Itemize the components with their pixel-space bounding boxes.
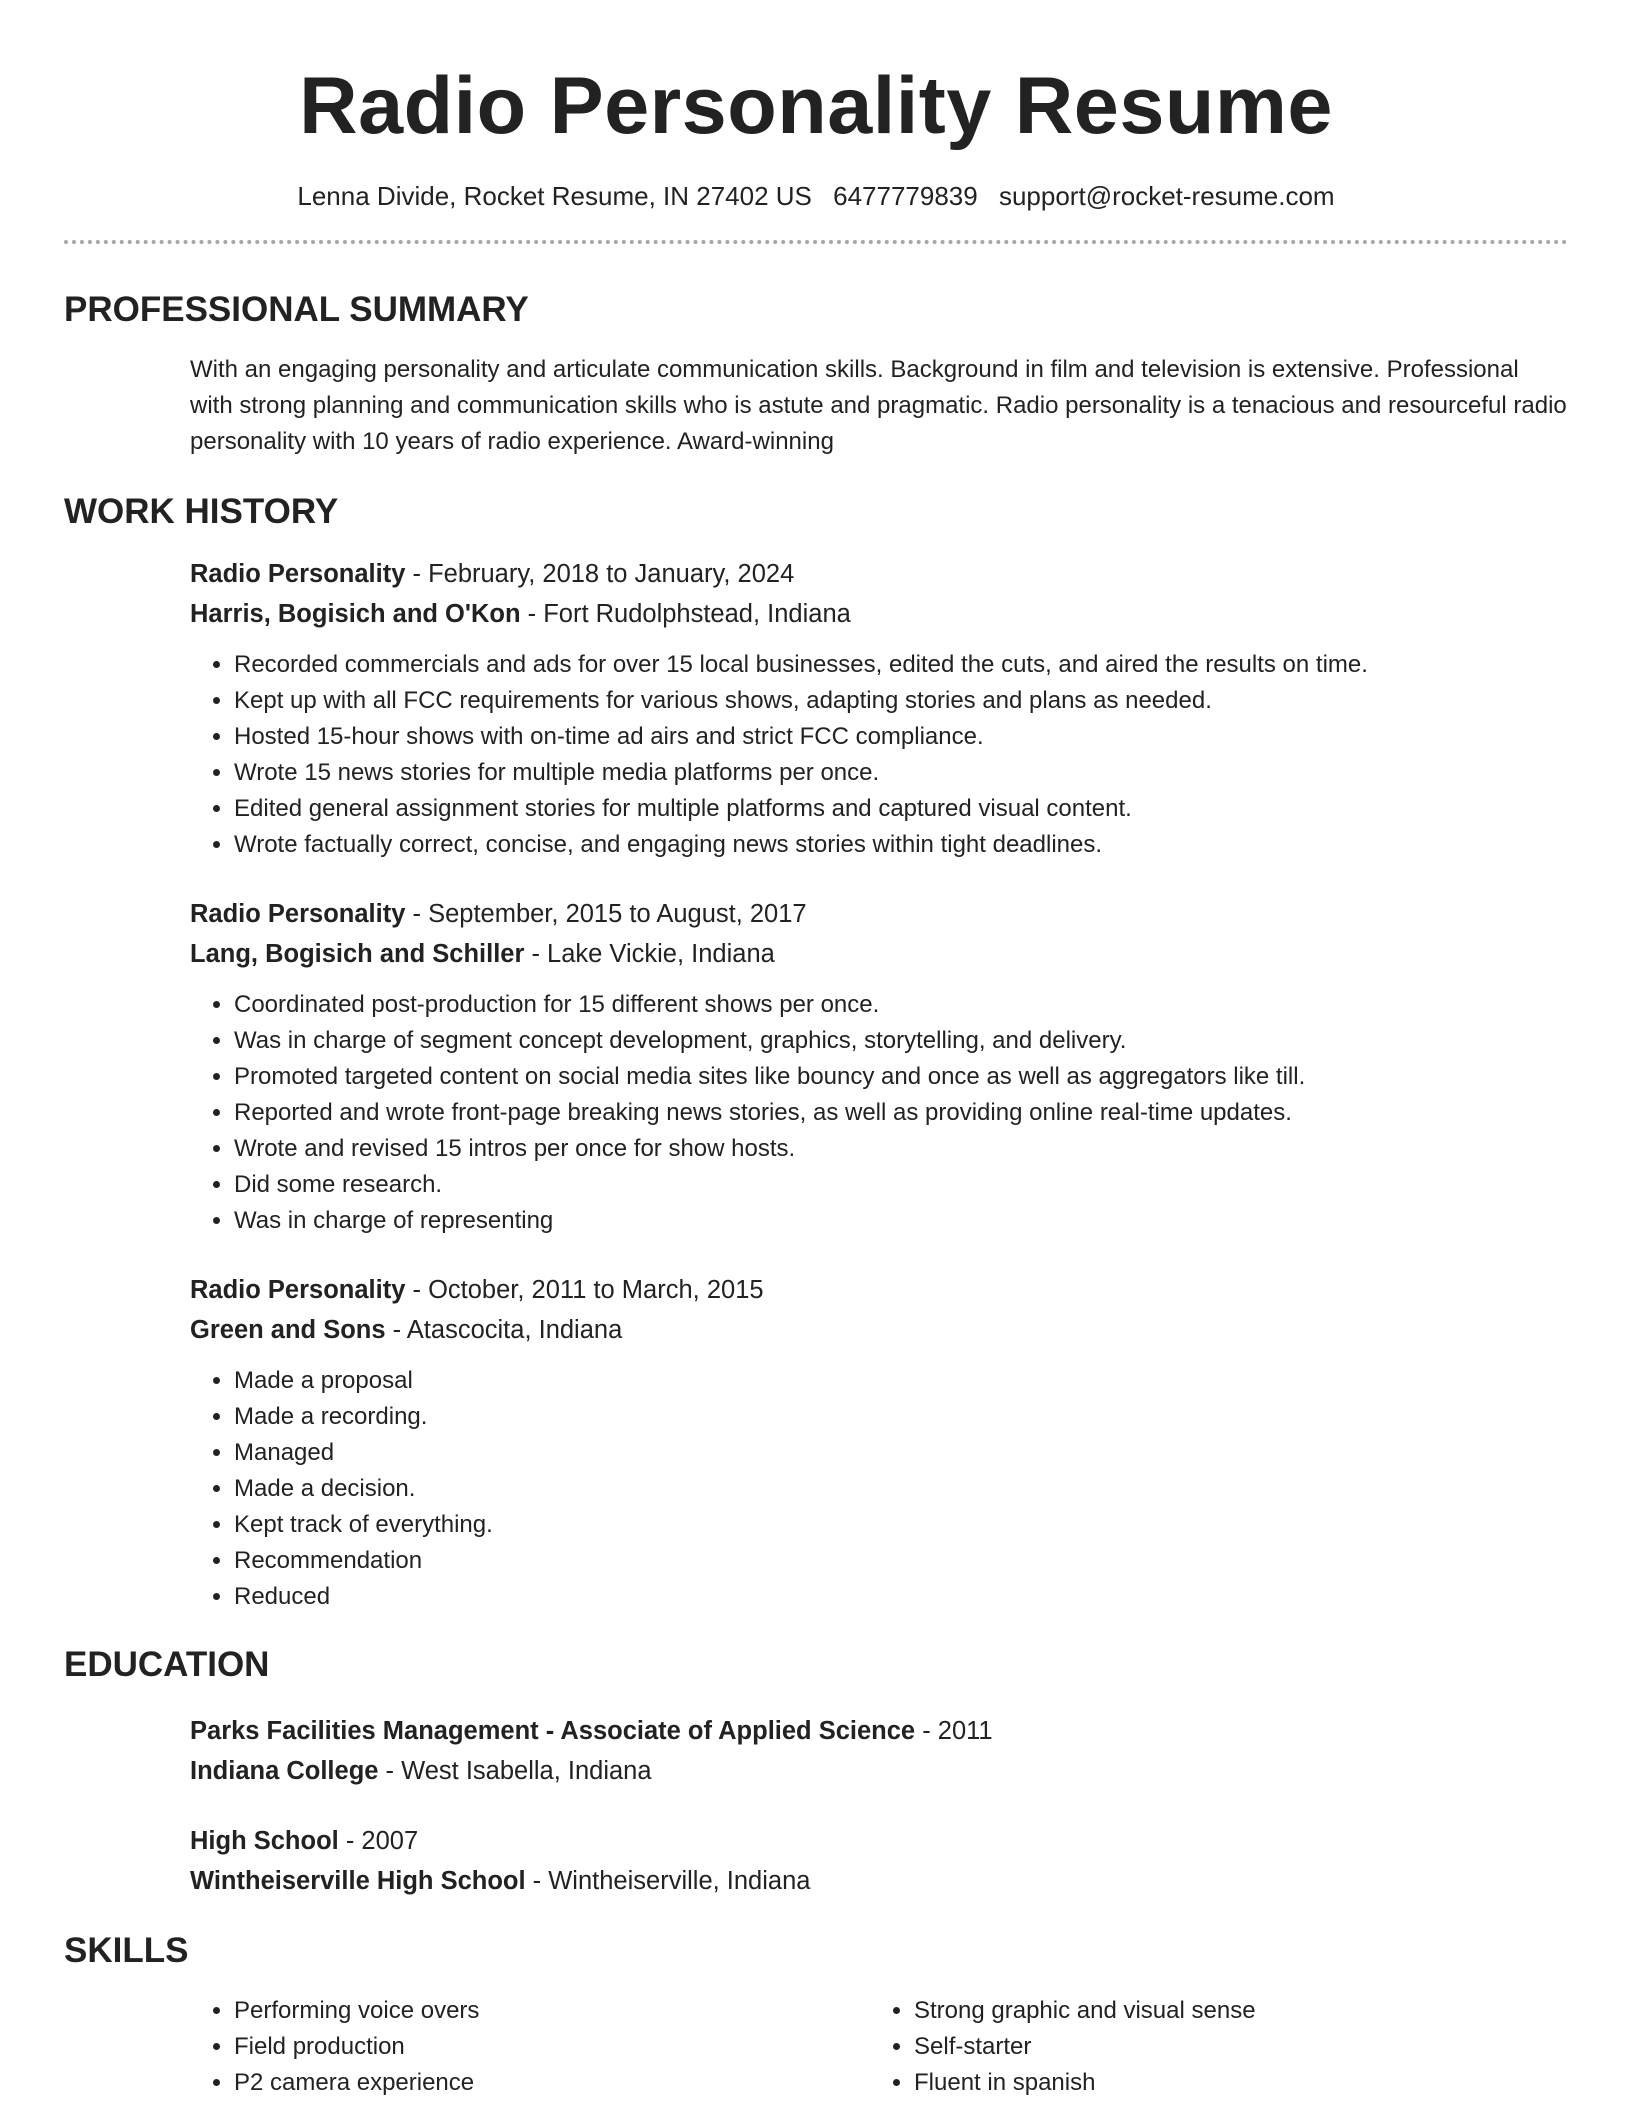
school-line — [190, 1861, 1568, 1901]
list-item: • Kept up with all FCC requirements for various shows, adapting stories and plans as needed. — [234, 683, 1568, 719]
education-entry — [190, 1711, 1568, 1791]
education-entry — [190, 1821, 1568, 1901]
school-line — [190, 1751, 1568, 1791]
list-item: • Wrote 15 news stories for multiple media platforms per once. — [234, 755, 1568, 791]
list-item: • Did some research. — [234, 1167, 1568, 1203]
list-item: • Edited general assignment stories for multiple platforms and captured visual content. — [234, 791, 1568, 827]
page-title: Radio Personality Resume — [299, 61, 1333, 151]
list-item: • Wrote factually correct, concise, and engaging news stories within tight deadlines. — [234, 827, 1568, 863]
degree-line — [190, 1711, 1568, 1751]
summary-heading: PROFESSIONAL SUMMARY — [64, 290, 529, 329]
job-title: Radio Personality — [190, 1276, 406, 1304]
job-bullets — [190, 987, 1568, 1239]
list-item: • Coordinated post-production for 15 different shows per once. — [234, 987, 1568, 1023]
job-bullets — [190, 1363, 1568, 1615]
skills-heading: SKILLS — [64, 1931, 189, 1970]
degree: Parks Facilities Management - Associate of Applied Science — [190, 1717, 916, 1745]
job-company: Lang, Bogisich and Schiller — [190, 940, 525, 968]
job-title: Radio Personality — [190, 900, 406, 928]
degree-line — [190, 1821, 1568, 1861]
degree-year: - 2011 — [915, 1717, 993, 1745]
job-location: - Lake Vickie, Indiana — [524, 940, 775, 968]
list-item: • Managed — [234, 1435, 1568, 1471]
school: Indiana College — [190, 1757, 379, 1785]
job-title-line — [190, 554, 1568, 594]
job-company-line — [190, 1310, 1568, 1350]
list-item: • Was in charge of representing — [234, 1203, 1568, 1239]
contact-phone: 6477779839 — [833, 181, 978, 211]
list-item: • Made a recording. — [234, 1399, 1568, 1435]
list-item: • Hosted 15-hour shows with on-time ad airs and strict FCC compliance. — [234, 719, 1568, 755]
job-title-line — [190, 1270, 1568, 1310]
degree-year: - 2007 — [338, 1827, 419, 1855]
job-dates: - October, 2011 to March, 2015 — [405, 1276, 764, 1304]
skill-item: • Fluent in spanish — [914, 2065, 1550, 2101]
job-location: - Atascocita, Indiana — [385, 1316, 623, 1344]
summary-text: With an engaging personality and articulate communication skills. Background in film and television is extensive. Professional with strong planning and communication skills who is astute and pragmatic. Radio personality is a tenacious and resourceful radio personality with 10 years of radio experience. Award-winning — [190, 356, 1567, 455]
list-item: • Was in charge of segment concept development, graphics, storytelling, and delivery. — [234, 1023, 1568, 1059]
job-dates: - February, 2018 to January, 2024 — [405, 560, 795, 588]
job-bullets — [190, 647, 1568, 863]
list-item: • Kept track of everything. — [234, 1507, 1568, 1543]
contact-line — [64, 176, 1568, 216]
list-item: • Made a decision. — [234, 1471, 1568, 1507]
header-divider — [64, 240, 1568, 244]
education-heading: EDUCATION — [64, 1645, 270, 1684]
contact-address: Lenna Divide, Rocket Resume, IN 27402 US — [297, 181, 812, 211]
list-item: • Made a proposal — [234, 1363, 1568, 1399]
work-history-heading: WORK HISTORY — [64, 492, 339, 531]
list-item: • Wrote and revised 15 intros per once for show hosts. — [234, 1131, 1568, 1167]
skill-item: • Strong graphic and visual sense — [914, 1993, 1550, 2029]
list-item: • Promoted targeted content on social media sites like bouncy and once as well as aggregators like till. — [234, 1059, 1568, 1095]
job-location: - Fort Rudolphstead, Indiana — [520, 600, 851, 628]
skills-column-right — [870, 1993, 1550, 2101]
job-title: Radio Personality — [190, 560, 406, 588]
job-company-line — [190, 594, 1568, 634]
job-title-line — [190, 894, 1568, 934]
skills-column-left — [190, 1993, 870, 2101]
skill-item: • Field production — [234, 2029, 870, 2065]
job-company: Green and Sons — [190, 1316, 386, 1344]
contact-email: support@rocket-resume.com — [998, 181, 1335, 211]
skill-item: • Self-starter — [914, 2029, 1550, 2065]
job-company: Harris, Bogisich and O'Kon — [190, 600, 521, 628]
work-entry — [190, 554, 1568, 863]
skills-list — [190, 1993, 1568, 2101]
degree: High School — [190, 1827, 339, 1855]
work-entry — [190, 1270, 1568, 1615]
skill-item: • Performing voice overs — [234, 1993, 870, 2029]
job-company-line — [190, 934, 1568, 974]
list-item: • Recorded commercials and ads for over 15 local businesses, edited the cuts, and aired the results on time. — [234, 647, 1568, 683]
school-location: - Wintheiserville, Indiana — [525, 1867, 811, 1895]
school: Wintheiserville High School — [190, 1867, 526, 1895]
school-location: - West Isabella, Indiana — [378, 1757, 652, 1785]
list-item: • Reported and wrote front-page breaking news stories, as well as providing online real-time updates. — [234, 1095, 1568, 1131]
list-item: • Reduced — [234, 1579, 1568, 1615]
job-dates: - September, 2015 to August, 2017 — [405, 900, 807, 928]
work-entry — [190, 894, 1568, 1239]
skill-item: • P2 camera experience — [234, 2065, 870, 2101]
list-item: • Recommendation — [234, 1543, 1568, 1579]
